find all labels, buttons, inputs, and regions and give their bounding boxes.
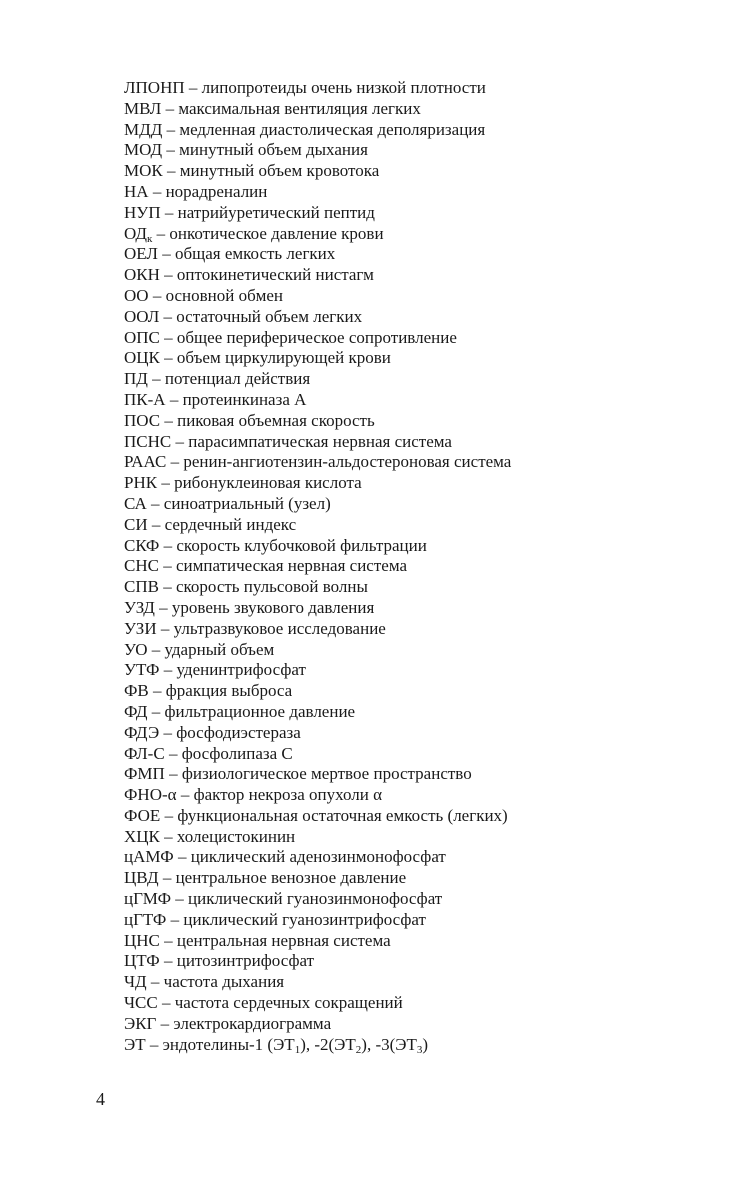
abbreviation-definition: частота сердечных сокращений bbox=[174, 993, 403, 1013]
abbreviation-definition: оптокинетический нистагм bbox=[176, 265, 374, 285]
entry-separator: – bbox=[171, 889, 189, 909]
entry-separator: – bbox=[164, 764, 182, 784]
abbreviation-definition: онкотическое давление крови bbox=[169, 223, 384, 243]
abbreviation-definition: ударный объем bbox=[164, 639, 275, 659]
abbreviation-definition: максимальная вентиляция легких bbox=[178, 98, 421, 118]
entry-separator: – bbox=[159, 951, 177, 971]
abbreviation-definition: уденинтрифосфат bbox=[176, 660, 306, 680]
abbreviation-definition: физиологическое мертвое пространство bbox=[181, 764, 472, 784]
definition-text: ), -2(ЭТ bbox=[300, 1034, 356, 1054]
abbreviation-entry bbox=[124, 577, 511, 598]
abbreviation-definition: электрокардиограмма bbox=[173, 1013, 332, 1033]
abbreviation-entry bbox=[124, 224, 511, 245]
subscript: 2 bbox=[355, 1043, 362, 1056]
abbreviation-term: ФЛ-С bbox=[124, 743, 165, 763]
abbreviation-entry bbox=[124, 390, 511, 411]
abbreviation-term: ФВ bbox=[124, 681, 149, 701]
abbreviation-entry bbox=[124, 993, 511, 1014]
abbreviation-definition: фракция выброса bbox=[165, 681, 293, 701]
abbreviation-term: РНК bbox=[124, 473, 158, 493]
abbreviation-term: ООЛ bbox=[124, 306, 160, 326]
abbreviation-definition: ренин-ангиотензин-альдостероновая система bbox=[183, 452, 512, 472]
entry-separator: – bbox=[148, 681, 166, 701]
abbreviation-entry bbox=[124, 868, 511, 889]
abbreviation-entry bbox=[124, 640, 511, 661]
entry-separator: – bbox=[147, 514, 165, 534]
abbreviation-term: цАМФ bbox=[124, 847, 174, 867]
abbreviation-entry bbox=[124, 473, 511, 494]
abbreviation-entry bbox=[124, 286, 511, 307]
entry-separator: – bbox=[158, 556, 176, 576]
abbreviation-entry bbox=[124, 515, 511, 536]
abbreviation-definition: центральное венозное давление bbox=[175, 868, 407, 888]
entry-separator: – bbox=[159, 348, 177, 368]
abbreviation-term: ОКН bbox=[124, 265, 160, 285]
abbreviation-entry bbox=[124, 348, 511, 369]
abbreviation-definition: минутный объем кровотока bbox=[179, 161, 380, 181]
abbreviation-term: ОЦК bbox=[124, 348, 160, 368]
abbreviation-term: ОЕЛ bbox=[124, 244, 158, 264]
abbreviation-term: МОД bbox=[124, 140, 163, 160]
abbreviation-term: ПД bbox=[124, 369, 148, 389]
abbreviation-definition: рибонуклеиновая кислота bbox=[174, 473, 362, 493]
abbreviation-term: ПСНС bbox=[124, 431, 172, 451]
abbreviation-term: ПК-А bbox=[124, 389, 166, 409]
entry-separator: – bbox=[159, 826, 177, 846]
abbreviation-definition bbox=[163, 1035, 428, 1054]
entry-separator: – bbox=[152, 223, 170, 243]
abbreviation-entry bbox=[124, 78, 511, 99]
abbreviation-term: СНС bbox=[124, 556, 159, 576]
abbreviation-term: СА bbox=[124, 493, 147, 513]
abbreviation-term: ЦВД bbox=[124, 868, 159, 888]
abbreviation-definition: парасимпатическая нервная система bbox=[188, 431, 452, 451]
abbreviation-definition: частота дыхания bbox=[163, 972, 285, 992]
definition-text: ) bbox=[422, 1034, 429, 1054]
abbreviation-entry bbox=[124, 785, 511, 806]
abbreviation-entry bbox=[124, 660, 511, 681]
abbreviation-entry bbox=[124, 744, 511, 765]
entry-separator: – bbox=[161, 98, 179, 118]
abbreviation-entry bbox=[124, 972, 511, 993]
entry-separator: – bbox=[160, 410, 178, 430]
entry-separator: – bbox=[162, 140, 180, 160]
abbreviation-entry bbox=[124, 203, 511, 224]
entry-separator: – bbox=[184, 78, 202, 97]
abbreviation-definition: минутный объем дыхания bbox=[179, 140, 368, 160]
entry-separator: – bbox=[159, 930, 177, 950]
abbreviation-entry bbox=[124, 806, 511, 827]
abbreviation-entry bbox=[124, 681, 511, 702]
abbreviation-definition: общая емкость легких bbox=[174, 244, 336, 264]
abbreviation-definition: основной обмен bbox=[165, 285, 283, 305]
abbreviation-term: НА bbox=[124, 181, 149, 201]
abbreviation-term: УЗД bbox=[124, 597, 155, 617]
abbreviation-term: СПВ bbox=[124, 577, 159, 597]
entry-separator: – bbox=[159, 265, 177, 285]
abbreviation-entry bbox=[124, 452, 511, 473]
entry-separator: – bbox=[158, 577, 176, 597]
abbreviation-definition: объем циркулирующей крови bbox=[176, 348, 391, 368]
page-number: 4 bbox=[96, 1089, 105, 1109]
abbreviation-term: ФД bbox=[124, 701, 148, 721]
abbreviation-definition: остаточный объем легких bbox=[176, 306, 363, 326]
abbreviation-definition: натрийуретический пептид bbox=[177, 202, 375, 222]
entry-separator: – bbox=[166, 452, 184, 472]
entry-separator: – bbox=[146, 972, 164, 992]
abbreviation-definition: ультразвуковое исследование bbox=[173, 618, 386, 638]
entry-separator: – bbox=[162, 161, 180, 181]
abbreviation-entry bbox=[124, 847, 511, 868]
abbreviation-term: СИ bbox=[124, 514, 148, 534]
abbreviation-term: ПОС bbox=[124, 410, 161, 430]
abbreviation-term: ОД bbox=[124, 223, 148, 243]
abbreviation-term: ЧСС bbox=[124, 993, 158, 1013]
abbreviation-definition: скорость пульсовой волны bbox=[175, 577, 368, 597]
abbreviation-definition: цитозинтрифосфат bbox=[176, 951, 315, 971]
abbreviation-definition: норадреналин bbox=[165, 181, 268, 201]
abbreviation-term: ЦТФ bbox=[124, 951, 160, 971]
abbreviation-definition: протеинкиназа А bbox=[182, 389, 307, 409]
abbreviation-term: цГМФ bbox=[124, 889, 172, 909]
abbreviation-entry bbox=[124, 494, 511, 515]
abbreviation-entry bbox=[124, 931, 511, 952]
abbreviation-term: РААС bbox=[124, 452, 167, 472]
entry-separator: – bbox=[159, 535, 177, 555]
entry-separator: – bbox=[160, 805, 178, 825]
entry-separator: – bbox=[157, 993, 175, 1013]
abbreviation-definition: циклический гуанозинмонофосфат bbox=[188, 889, 443, 909]
entry-separator: – bbox=[146, 493, 164, 513]
abbreviation-definition: функциональная остаточная емкость (легких) bbox=[177, 805, 508, 825]
entry-separator: – bbox=[173, 847, 191, 867]
abbreviation-entry bbox=[124, 598, 511, 619]
entry-separator: – bbox=[171, 431, 189, 451]
abbreviation-list bbox=[124, 78, 511, 1055]
entry-separator: – bbox=[159, 660, 177, 680]
abbreviation-definition: сердечный индекс bbox=[164, 514, 297, 534]
entry-separator: – bbox=[156, 618, 174, 638]
abbreviation-term: НУП bbox=[124, 202, 161, 222]
abbreviation-entry bbox=[124, 556, 511, 577]
abbreviation-entry bbox=[124, 140, 511, 161]
abbreviation-entry bbox=[124, 827, 511, 848]
abbreviation-term: ФДЭ bbox=[124, 722, 160, 742]
abbreviation-definition: пиковая объемная скорость bbox=[177, 410, 375, 430]
entry-separator: – bbox=[164, 743, 182, 763]
abbreviation-term: ХЦК bbox=[124, 826, 160, 846]
abbreviation-term: цГТФ bbox=[124, 909, 167, 929]
definition-text: ), -3(ЭТ bbox=[361, 1034, 417, 1054]
abbreviation-definition: потенциал действия bbox=[164, 369, 311, 389]
entry-separator: – bbox=[159, 722, 177, 742]
entry-separator: – bbox=[154, 597, 172, 617]
abbreviation-term: ЭКГ bbox=[124, 1013, 157, 1033]
abbreviation-entry bbox=[124, 369, 511, 390]
abbreviation-definition: уровень звукового давления bbox=[171, 597, 375, 617]
abbreviation-entry bbox=[124, 328, 511, 349]
entry-separator: – bbox=[159, 327, 177, 347]
abbreviation-entry bbox=[124, 265, 511, 286]
abbreviation-term: УО bbox=[124, 639, 148, 659]
entry-separator: – bbox=[148, 285, 166, 305]
abbreviation-entry bbox=[124, 1035, 511, 1056]
abbreviation-definition: общее периферическое сопротивление bbox=[176, 327, 457, 347]
abbreviation-term: МОК bbox=[124, 161, 163, 181]
entry-separator: – bbox=[157, 244, 175, 264]
entry-separator: – bbox=[157, 473, 175, 493]
entry-separator: – bbox=[145, 1034, 163, 1054]
abbreviation-definition: холецистокинин bbox=[176, 826, 296, 846]
entry-separator: – bbox=[165, 389, 183, 409]
definition-text: эндотелины-1 (ЭТ bbox=[162, 1034, 295, 1054]
abbreviation-entry bbox=[124, 161, 511, 182]
abbreviation-term: МВЛ bbox=[124, 98, 162, 118]
abbreviation-entry bbox=[124, 307, 511, 328]
entry-separator: – bbox=[159, 306, 177, 326]
abbreviation-entry bbox=[124, 432, 511, 453]
abbreviation-term: ФМП bbox=[124, 764, 165, 784]
subscript: 1 bbox=[294, 1043, 301, 1056]
entry-separator: – bbox=[147, 369, 165, 389]
abbreviation-entry bbox=[124, 619, 511, 640]
abbreviation-entry bbox=[124, 910, 511, 931]
entry-separator: – bbox=[160, 202, 178, 222]
abbreviation-term: УТФ bbox=[124, 660, 160, 680]
abbreviation-definition: фосфодиэстераза bbox=[176, 722, 301, 742]
abbreviation-definition: фосфолипаза С bbox=[181, 743, 293, 763]
entry-separator: – bbox=[162, 119, 180, 139]
entry-separator: – bbox=[166, 909, 184, 929]
abbreviation-term: МДД bbox=[124, 119, 163, 139]
abbreviation-entry bbox=[124, 889, 511, 910]
abbreviation-entry bbox=[124, 120, 511, 141]
abbreviation-entry bbox=[124, 951, 511, 972]
abbreviation-term: УЗИ bbox=[124, 618, 157, 638]
abbreviation-term: ОО bbox=[124, 285, 149, 305]
subscript: 3 bbox=[416, 1043, 423, 1056]
abbreviation-definition: синоатриальный (узел) bbox=[163, 493, 331, 513]
abbreviation-term: ФНО-α bbox=[124, 785, 177, 805]
abbreviation-definition: фактор некроза опухоли α bbox=[193, 785, 382, 805]
abbreviation-definition: циклический аденозинмонофосфат bbox=[190, 847, 446, 867]
abbreviation-entry bbox=[124, 99, 511, 120]
abbreviation-entry bbox=[124, 411, 511, 432]
abbreviation-term: ОПС bbox=[124, 327, 160, 347]
entry-separator: – bbox=[148, 181, 166, 201]
abbreviation-entry bbox=[124, 244, 511, 265]
abbreviation-entry bbox=[124, 536, 511, 557]
abbreviation-term: ЧД bbox=[124, 972, 147, 992]
abbreviation-definition: липопротеиды очень низкой плотности bbox=[201, 78, 486, 97]
entry-separator: – bbox=[158, 868, 176, 888]
abbreviation-definition: медленная диастолическая деполяризация bbox=[179, 119, 486, 139]
abbreviation-term: ЛПОНП bbox=[124, 78, 185, 97]
abbreviation-entry bbox=[124, 1014, 511, 1035]
abbreviation-definition: центральная нервная система bbox=[176, 930, 391, 950]
abbreviation-entry bbox=[124, 182, 511, 203]
entry-separator: – bbox=[147, 639, 165, 659]
abbreviation-definition: симпатическая нервная система bbox=[175, 556, 408, 576]
abbreviation-definition: циклический гуанозинтрифосфат bbox=[183, 909, 426, 929]
abbreviation-definition: скорость клубочковой фильтрации bbox=[176, 535, 427, 555]
abbreviation-term: ФОЕ bbox=[124, 805, 161, 825]
abbreviation-entry bbox=[124, 723, 511, 744]
entry-separator: – bbox=[176, 785, 194, 805]
abbreviation-definition: фильтрационное давление bbox=[164, 701, 356, 721]
abbreviation-entry bbox=[124, 764, 511, 785]
abbreviation-term: ЦНС bbox=[124, 930, 160, 950]
entry-separator: – bbox=[156, 1013, 174, 1033]
abbreviation-term: ЭТ bbox=[124, 1034, 146, 1054]
abbreviation-term: СКФ bbox=[124, 535, 160, 555]
entry-separator: – bbox=[147, 701, 165, 721]
subscript: к bbox=[147, 232, 153, 245]
abbreviation-entry bbox=[124, 702, 511, 723]
